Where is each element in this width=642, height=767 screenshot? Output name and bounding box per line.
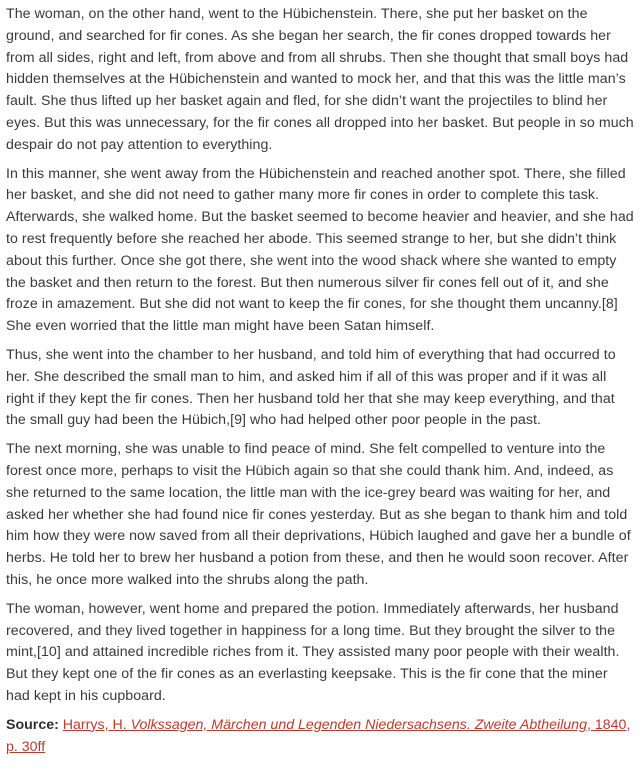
source-link-title: Volkssagen, Märchen und Legenden Niedersachsens. Zweite Abtheilung xyxy=(130,716,587,733)
paragraph-1: The woman, on the other hand, went to the Hübichenstein. There, she put her basket on the ground, and searched for fir cones. As she began her search, the fir cones dropped towards her from all sides, right and left, from above and from all shrubs. Then she thought that small boys had hidden themselves at the Hübichenstein and wanted to mock her, and that this was the little man’s fault. She thus lifted up her basket again and fled, for she didn’t want the projectiles to blind her eyes. But this was unnecessary, for the fir cones all dropped into her basket. But people in so much despair do not pay attention to everything. xyxy=(6,6,634,153)
source-citation xyxy=(6,715,634,759)
source-link-prefix: Harrys, H. xyxy=(62,716,131,733)
paragraph-5: The woman, however, went home and prepared the potion. Immediately afterwards, her husband recovered, and they lived together in happiness for a long time. But they brought the silver to the mint,[10] and attained incredible riches from it. They assisted many poor people with their wealth. But they kept one of the fir cones as an everlasting keepsake. This is the fir cone that the miner had kept in his cupboard. xyxy=(6,600,620,704)
source-link[interactable] xyxy=(6,717,630,755)
paragraph-4: The next morning, she was unable to find peace of mind. She felt compelled to venture into the forest once more, perhaps to visit the Hübich again so that she could thank him. And, indeed, as she returned to the same location, the little man with the ice-grey beard was waiting for her, and asked her whether she had found nice fir cones yesterday. But as she began to thank him and told him how they were now saved from all their deprivations, Hübich laughed and gave her a bundle of herbs. He told her to brew her husband a potion from these, and then he would soon recover. After this, he once more walked into the shrubs along the path. xyxy=(6,441,631,588)
paragraph-2: In this manner, she went away from the Hübichenstein and reached another spot. There, she filled her basket, and she did not need to gather many more fir cones in order to complete this task. Afterwards, she walked home. But the basket seemed to become heavier and heavier, and she had to rest frequently before she reached her abode. This seemed strange to her, but she didn’t think about this further. Once she got there, she went into the wood shack where she wanted to empty the basket and then return to the forest. But then numerous silver fir cones fell out of it, and she froze in amazement. But she did not want to keep the fir cones, for she thought them uncanny.[8] She even worried that the little man might have been Satan himself. xyxy=(6,165,634,335)
source-label: Source: xyxy=(6,716,59,733)
paragraph-3: Thus, she went into the chamber to her husband, and told him of everything that had occurred to her. She described the small man to him, and asked him if all of this was proper and if it was all right if they kept the fir cones. Then her husband told her that she may keep everything, and that the small guy had been the Hübich,[9] who had helped other poor people in the past. xyxy=(6,346,616,429)
source-link-suffix: , 1840, p. 30ff xyxy=(6,716,631,755)
